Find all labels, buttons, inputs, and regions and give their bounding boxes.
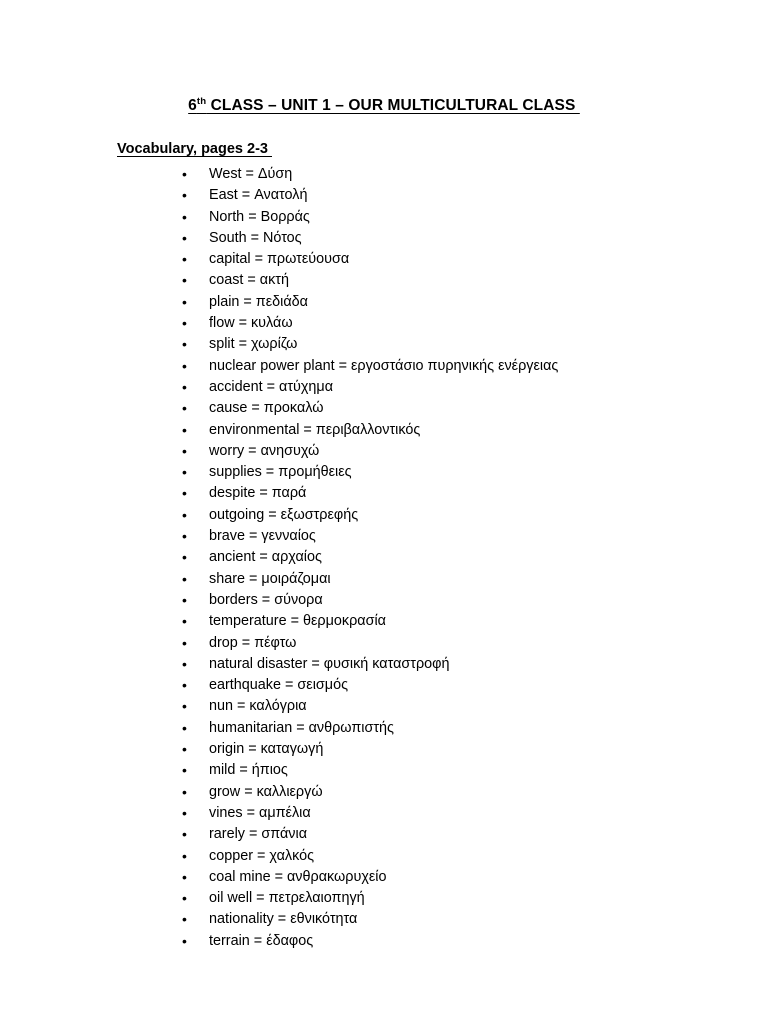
vocabulary-entry: worry = ανησυχώ xyxy=(209,442,320,459)
bullet-icon: • xyxy=(182,890,187,907)
list-item xyxy=(182,505,742,526)
list-item xyxy=(182,867,742,888)
list-item xyxy=(182,164,742,185)
bullet-icon: • xyxy=(182,932,187,949)
list-item xyxy=(182,654,742,675)
vocabulary-entry: North = Βορράς xyxy=(209,208,310,225)
bullet-icon: • xyxy=(182,528,187,545)
bullet-icon: • xyxy=(182,549,187,566)
vocabulary-entry: coast = ακτή xyxy=(209,272,289,289)
bullet-icon: • xyxy=(182,783,187,800)
vocabulary-entry: ancient = αρχαίος xyxy=(209,549,322,566)
list-item xyxy=(182,185,742,206)
list-item xyxy=(182,611,742,632)
list-item xyxy=(182,931,742,952)
page-title-superscript: th xyxy=(196,96,207,108)
vocabulary-entry: borders = σύνορα xyxy=(209,591,323,608)
vocabulary-entry: earthquake = σεισμός xyxy=(209,677,349,694)
list-item xyxy=(182,377,742,398)
list-item xyxy=(182,739,742,760)
bullet-icon: • xyxy=(182,911,187,928)
bullet-icon: • xyxy=(182,868,187,885)
vocabulary-entry: natural disaster = φυσική καταστροφή xyxy=(209,655,450,672)
vocabulary-entry: origin = καταγωγή xyxy=(209,741,324,758)
list-item xyxy=(182,356,742,377)
bullet-icon: • xyxy=(182,272,187,289)
vocabulary-entry: West = Δύση xyxy=(209,166,293,182)
list-item xyxy=(182,420,742,441)
vocabulary-entry: drop = πέφτω xyxy=(209,634,297,651)
list-item xyxy=(182,675,742,696)
list-item xyxy=(182,547,742,568)
vocabulary-entry: nationality = εθνικότητα xyxy=(209,911,358,928)
list-item xyxy=(182,313,742,334)
bullet-icon: • xyxy=(182,741,187,758)
list-item xyxy=(182,270,742,291)
section-subtitle-text: Vocabulary, pages 2-3 xyxy=(117,141,272,158)
bullet-icon: • xyxy=(182,378,187,395)
list-item xyxy=(182,718,742,739)
page-title-number: 6 xyxy=(188,97,197,115)
bullet-icon: • xyxy=(182,613,187,630)
bullet-icon: • xyxy=(182,677,187,694)
bullet-icon: • xyxy=(182,506,187,523)
list-item xyxy=(182,888,742,909)
list-item xyxy=(182,569,742,590)
list-item xyxy=(182,462,742,483)
vocabulary-entry: split = χωρίζω xyxy=(209,336,298,353)
vocabulary-entry: share = μοιράζομαι xyxy=(209,570,331,587)
vocabulary-entry: copper = χαλκός xyxy=(209,847,315,864)
vocabulary-entry: cause = προκαλώ xyxy=(209,400,324,417)
vocabulary-entry: mild = ήπιος xyxy=(209,762,288,779)
vocabulary-entry: South = Νότος xyxy=(209,229,302,246)
list-item xyxy=(182,249,742,270)
list-item xyxy=(182,760,742,781)
list-item xyxy=(182,483,742,504)
vocabulary-entry: vines = αμπέλια xyxy=(209,804,311,821)
bullet-icon: • xyxy=(182,229,187,246)
bullet-icon: • xyxy=(182,208,187,225)
bullet-icon: • xyxy=(182,293,187,310)
bullet-icon: • xyxy=(182,719,187,736)
list-item xyxy=(182,441,742,462)
vocabulary-entry: temperature = θερμοκρασία xyxy=(209,613,386,630)
bullet-icon: • xyxy=(182,570,187,587)
bullet-icon: • xyxy=(182,464,187,481)
list-item xyxy=(182,398,742,419)
bullet-icon: • xyxy=(182,634,187,651)
list-item xyxy=(182,228,742,249)
vocabulary-entry: rarely = σπάνια xyxy=(209,826,308,843)
bullet-icon: • xyxy=(182,400,187,417)
vocabulary-entry: environmental = περιβαλλοντικός xyxy=(209,421,421,438)
vocabulary-entry: grow = καλλιεργώ xyxy=(209,783,323,800)
bullet-icon: • xyxy=(182,442,187,459)
bullet-icon: • xyxy=(182,357,187,374)
list-item xyxy=(182,526,742,547)
section-subtitle xyxy=(117,139,272,159)
bullet-icon: • xyxy=(182,847,187,864)
bullet-icon: • xyxy=(182,187,187,204)
bullet-icon: • xyxy=(182,336,187,353)
vocabulary-entry: brave = γενναίος xyxy=(209,528,316,545)
vocabulary-entry: outgoing = εξωστρεφής xyxy=(209,506,359,523)
list-item xyxy=(182,590,742,611)
bullet-icon: • xyxy=(182,655,187,672)
vocabulary-entry: nun = καλόγρια xyxy=(209,698,307,715)
vocabulary-entry: flow = κυλάω xyxy=(209,315,293,332)
bullet-icon: • xyxy=(182,421,187,438)
vocabulary-entry: supplies = προμήθειες xyxy=(209,464,352,481)
bullet-icon: • xyxy=(182,762,187,779)
list-item xyxy=(182,633,742,654)
page-title xyxy=(0,96,768,116)
list-item xyxy=(182,846,742,867)
bullet-icon: • xyxy=(182,591,187,608)
vocabulary-entry: East = Ανατολή xyxy=(209,187,308,204)
list-item xyxy=(182,334,742,355)
page-title-rest: CLASS – UNIT 1 – OUR MULTICULTURAL CLASS xyxy=(206,97,580,115)
vocabulary-entry: oil well = πετρελαιοπηγή xyxy=(209,890,365,907)
vocabulary-entry: plain = πεδιάδα xyxy=(209,293,309,310)
list-item xyxy=(182,803,742,824)
vocabulary-entry: humanitarian = ανθρωπιστής xyxy=(209,719,394,736)
list-item xyxy=(182,207,742,228)
vocabulary-list xyxy=(182,164,742,952)
vocabulary-entry: coal mine = ανθρακωρυχείο xyxy=(209,868,387,885)
bullet-icon: • xyxy=(182,826,187,843)
vocabulary-entry: nuclear power plant = εργοστάσιο πυρηνικής ενέργειας xyxy=(209,357,559,374)
list-item xyxy=(182,824,742,845)
vocabulary-entry: despite = παρά xyxy=(209,485,307,502)
bullet-icon: • xyxy=(182,251,187,268)
vocabulary-entry: terrain = έδαφος xyxy=(209,932,314,949)
bullet-icon: • xyxy=(182,698,187,715)
vocabulary-entry: capital = πρωτεύουσα xyxy=(209,251,350,268)
list-item xyxy=(182,782,742,803)
bullet-icon: • xyxy=(182,166,187,182)
bullet-icon: • xyxy=(182,485,187,502)
list-item xyxy=(182,909,742,930)
bullet-icon: • xyxy=(182,804,187,821)
list-item xyxy=(182,292,742,313)
list-item xyxy=(182,696,742,717)
vocabulary-entry: accident = ατύχημα xyxy=(209,378,334,395)
bullet-icon: • xyxy=(182,315,187,332)
